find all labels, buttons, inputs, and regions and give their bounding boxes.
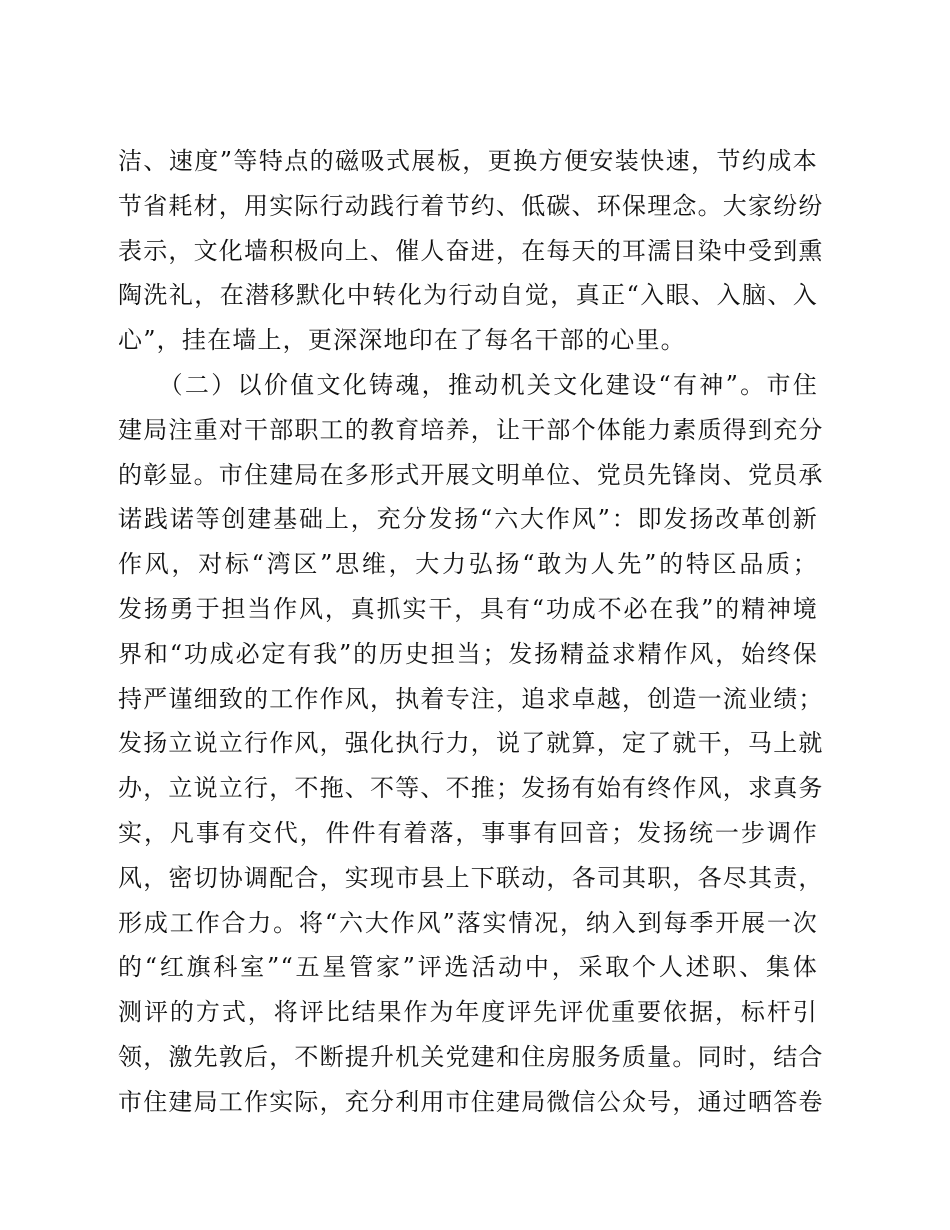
text-line: 持严谨细致的工作作风，执着专注，追求卓越，创造一流业绩； (118, 684, 824, 713)
text-line: 表示，文化墙积极向上、催人奋进，在每天的耳濡目染中受到熏 (118, 236, 824, 265)
text-line: 市住建局工作实际，充分利用市住建局微信公众号，通过晒答卷 (118, 1087, 824, 1116)
body-text (118, 139, 824, 1125)
text-line: 风，密切协调配合，实现市县上下联动，各司其职，各尽其责， (118, 863, 824, 892)
text-line: 发扬勇于担当作风，真抓实干，具有“功成不必在我”的精神境 (118, 594, 818, 623)
text-line: 建局注重对干部职工的教育培养，让干部个体能力素质得到充分 (118, 415, 824, 444)
text-line: 陶洗礼，在潜移默化中转化为行动自觉，真正“入眼、入脑、入 (118, 281, 818, 310)
text-line: 发扬立说立行作风，强化执行力，说了就算，定了就干，马上就 (118, 729, 824, 758)
text-line: 节省耗材，用实际行动践行着节约、低碳、环保理念。大家纷纷 (118, 191, 824, 220)
section-heading-line: （二）以价值文化铸魂，推动机关文化建设“有神”。市住 (118, 370, 818, 399)
text-line: 测评的方式，将评比结果作为年度评先评优重要依据，标杆引 (118, 998, 818, 1027)
text-line: 诺践诺等创建基础上，充分发扬“六大作风”：即发扬改革创新 (118, 505, 818, 534)
text-line: 的“红旗科室”“五星管家”评选活动中，采取个人述职、集体 (118, 953, 818, 982)
text-line: 形成工作合力。将“六大作风”落实情况，纳入到每季开展一次 (118, 908, 818, 937)
text-line: 办，立说立行，不拖、不等、不推；发扬有始有终作风，求真务 (118, 774, 824, 803)
text-line: 实，凡事有交代，件件有着落，事事有回音；发扬统一步调作 (118, 818, 818, 847)
text-line: 的彰显。市住建局在多形式开展文明单位、党员先锋岗、党员承 (118, 460, 824, 489)
text-line: 作风，对标“湾区”思维，大力弘扬“敢为人先”的特区品质； (118, 550, 818, 579)
text-line: 领，激先敦后，不断提升机关党建和住房服务质量。同时，结合 (118, 1042, 824, 1071)
text-line: 心”，挂在墙上，更深深地印在了每名干部的心里。 (118, 326, 686, 355)
text-line: 界和“功成必定有我”的历史担当；发扬精益求精作风，始终保 (118, 639, 818, 668)
text-line: 洁、速度”等特点的磁吸式展板，更换方便安装快速，节约成本 (118, 147, 818, 175)
